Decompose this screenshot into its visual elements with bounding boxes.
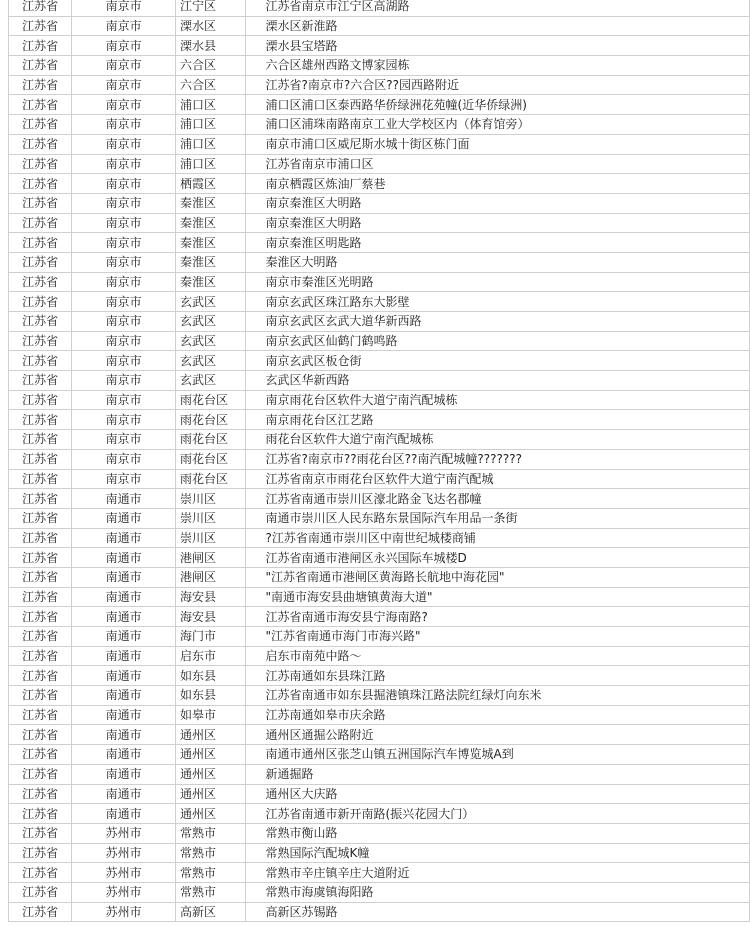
province-cell[interactable]: 江苏省 — [9, 489, 72, 509]
table-row — [9, 390, 750, 410]
table-row — [9, 902, 750, 922]
city-cell[interactable]: 南京市 — [72, 351, 176, 371]
district-cell[interactable]: 常熟市 — [176, 823, 245, 843]
city-cell[interactable]: 南通市 — [72, 508, 176, 528]
table-row — [9, 292, 750, 312]
district-cell[interactable]: 如皋市 — [176, 705, 245, 725]
district-cell[interactable]: 常熟市 — [176, 843, 245, 863]
address-cell[interactable]: 江苏省南京市浦口区 — [245, 154, 749, 174]
table-row — [9, 351, 750, 371]
table-row — [9, 449, 750, 469]
district-cell[interactable]: 常熟市 — [176, 863, 245, 883]
city-cell[interactable]: 南通市 — [72, 686, 176, 706]
address-cell[interactable]: 常熟国际汽配城K幢 — [245, 843, 749, 863]
province-cell[interactable]: 江苏省 — [9, 390, 72, 410]
city-cell[interactable]: 南京市 — [72, 213, 176, 233]
province-cell[interactable]: 江苏省 — [9, 312, 72, 332]
district-cell[interactable]: 海安县 — [176, 587, 245, 607]
province-cell[interactable]: 江苏省 — [9, 36, 72, 56]
city-cell[interactable]: 南京市 — [72, 174, 176, 194]
address-cell[interactable]: 常熟市衡山路 — [245, 823, 749, 843]
province-cell[interactable]: 江苏省 — [9, 548, 72, 568]
province-cell[interactable]: 江苏省 — [9, 705, 72, 725]
province-cell[interactable]: 江苏省 — [9, 843, 72, 863]
table-row — [9, 331, 750, 351]
province-cell[interactable]: 江苏省 — [9, 902, 72, 922]
district-cell[interactable]: 秦淮区 — [176, 252, 245, 272]
table-row — [9, 705, 750, 725]
address-cell[interactable]: 南京玄武区仙鹤门鹤鸣路 — [245, 331, 749, 351]
province-cell[interactable]: 江苏省 — [9, 863, 72, 883]
address-cell[interactable]: 江苏省南京市江宁区高湖路 — [245, 0, 749, 16]
table-row — [9, 666, 750, 686]
province-cell[interactable]: 江苏省 — [9, 410, 72, 430]
table-row — [9, 75, 750, 95]
address-table-body — [9, 0, 750, 922]
table-row — [9, 745, 750, 765]
province-cell[interactable]: 江苏省 — [9, 0, 72, 16]
address-cell[interactable]: 南京玄武区珠江路东大影壁 — [245, 292, 749, 312]
district-cell[interactable]: 雨花台区 — [176, 390, 245, 410]
address-cell[interactable]: 江苏省南京市雨花台区软件大道宁南汽配城 — [245, 469, 749, 489]
province-cell[interactable]: 江苏省 — [9, 607, 72, 627]
city-cell[interactable]: 南通市 — [72, 587, 176, 607]
province-cell[interactable]: 江苏省 — [9, 292, 72, 312]
province-cell[interactable]: 江苏省 — [9, 213, 72, 233]
address-cell[interactable]: 南京秦淮区明匙路 — [245, 233, 749, 253]
address-cell[interactable]: 溧水县宝塔路 — [245, 36, 749, 56]
city-cell[interactable]: 南京市 — [72, 56, 176, 76]
province-cell[interactable]: 江苏省 — [9, 252, 72, 272]
province-cell[interactable]: 江苏省 — [9, 115, 72, 135]
address-cell[interactable]: 江苏南通如皋市庆余路 — [245, 705, 749, 725]
table-row — [9, 410, 750, 430]
district-cell[interactable]: 通州区 — [176, 804, 245, 824]
province-cell[interactable]: 江苏省 — [9, 331, 72, 351]
city-cell[interactable]: 南通市 — [72, 646, 176, 666]
city-cell[interactable]: 南京市 — [72, 312, 176, 332]
address-cell[interactable]: 南京玄武区玄武大道华新西路 — [245, 312, 749, 332]
table-row — [9, 134, 750, 154]
district-cell[interactable]: 雨花台区 — [176, 410, 245, 430]
district-cell[interactable]: 如东县 — [176, 686, 245, 706]
table-row — [9, 193, 750, 213]
district-cell[interactable]: 通州区 — [176, 745, 245, 765]
address-cell[interactable]: ?江苏省南通市崇川区中南世纪城楼商铺 — [245, 528, 749, 548]
province-cell[interactable]: 江苏省 — [9, 56, 72, 76]
province-cell[interactable]: 江苏省 — [9, 745, 72, 765]
district-cell[interactable]: 秦淮区 — [176, 213, 245, 233]
city-cell[interactable]: 南京市 — [72, 390, 176, 410]
district-cell[interactable]: 港闸区 — [176, 567, 245, 587]
province-cell[interactable]: 江苏省 — [9, 686, 72, 706]
district-cell[interactable]: 雨花台区 — [176, 449, 245, 469]
district-cell[interactable]: 六合区 — [176, 75, 245, 95]
province-cell[interactable]: 江苏省 — [9, 666, 72, 686]
table-row — [9, 882, 750, 902]
address-cell[interactable]: 江苏省南通市如东县掘港镇珠江路法院红绿灯向东米 — [245, 686, 749, 706]
address-cell[interactable]: 江苏省南通市港闸区永兴国际车城楼D — [245, 548, 749, 568]
address-cell[interactable]: 江苏南通如东县珠江路 — [245, 666, 749, 686]
province-cell[interactable]: 江苏省 — [9, 627, 72, 647]
address-cell[interactable]: 江苏省南通市海安县宁海南路? — [245, 607, 749, 627]
table-row — [9, 627, 750, 647]
table-row — [9, 312, 750, 332]
city-cell[interactable]: 南京市 — [72, 134, 176, 154]
district-cell[interactable]: 江宁区 — [176, 0, 245, 16]
province-cell[interactable]: 江苏省 — [9, 75, 72, 95]
district-cell[interactable]: 雨花台区 — [176, 430, 245, 450]
district-cell[interactable]: 通州区 — [176, 725, 245, 745]
city-cell[interactable]: 南京市 — [72, 430, 176, 450]
address-cell[interactable]: 南京秦淮区大明路 — [245, 193, 749, 213]
address-cell[interactable]: 南通市通州区张芝山镇五洲国际汽车博览城A到 — [245, 745, 749, 765]
city-cell[interactable]: 南通市 — [72, 548, 176, 568]
address-cell[interactable]: 江苏省?南京市?六合区??园西路附近 — [245, 75, 749, 95]
province-cell[interactable]: 江苏省 — [9, 725, 72, 745]
address-cell[interactable]: 溧水区新淮路 — [245, 16, 749, 36]
table-row — [9, 804, 750, 824]
address-cell[interactable]: 江苏省南通市新开南路(振兴花园大门） — [245, 804, 749, 824]
city-cell[interactable]: 南通市 — [72, 489, 176, 509]
district-cell[interactable]: 玄武区 — [176, 371, 245, 391]
city-cell[interactable]: 南京市 — [72, 115, 176, 135]
city-cell[interactable]: 南京市 — [72, 292, 176, 312]
district-cell[interactable]: 溧水区 — [176, 16, 245, 36]
district-cell[interactable]: 浦口区 — [176, 134, 245, 154]
city-cell[interactable]: 南京市 — [72, 95, 176, 115]
district-cell[interactable]: 玄武区 — [176, 292, 245, 312]
district-cell[interactable]: 秦淮区 — [176, 233, 245, 253]
district-cell[interactable]: 浦口区 — [176, 115, 245, 135]
province-cell[interactable]: 江苏省 — [9, 154, 72, 174]
district-cell[interactable]: 秦淮区 — [176, 272, 245, 292]
city-cell[interactable]: 南通市 — [72, 607, 176, 627]
district-cell[interactable]: 浦口区 — [176, 154, 245, 174]
table-row — [9, 115, 750, 135]
city-cell[interactable]: 南京市 — [72, 75, 176, 95]
province-cell[interactable]: 江苏省 — [9, 823, 72, 843]
table-row — [9, 607, 750, 627]
table-row — [9, 508, 750, 528]
district-cell[interactable]: 常熟市 — [176, 882, 245, 902]
address-cell[interactable]: "南通市海安县曲塘镇黄海大道" — [245, 587, 749, 607]
table-row — [9, 154, 750, 174]
address-cell[interactable]: 通州区通掘公路附近 — [245, 725, 749, 745]
address-cell[interactable]: 六合区雄州西路文博家园栋 — [245, 56, 749, 76]
table-row — [9, 430, 750, 450]
address-cell[interactable]: 南京雨花台区软件大道宁南汽配城栋 — [245, 390, 749, 410]
district-cell[interactable]: 玄武区 — [176, 312, 245, 332]
city-cell[interactable]: 南京市 — [72, 36, 176, 56]
district-cell[interactable]: 玄武区 — [176, 331, 245, 351]
province-cell[interactable]: 江苏省 — [9, 272, 72, 292]
table-row — [9, 0, 750, 16]
city-cell[interactable]: 南通市 — [72, 784, 176, 804]
address-cell[interactable]: "江苏省南通市海门市海兴路" — [245, 627, 749, 647]
district-cell[interactable]: 海安县 — [176, 607, 245, 627]
district-cell[interactable]: 崇川区 — [176, 489, 245, 509]
table-row — [9, 587, 750, 607]
city-cell[interactable]: 南京市 — [72, 449, 176, 469]
city-cell[interactable]: 南通市 — [72, 666, 176, 686]
district-cell[interactable]: 如东县 — [176, 666, 245, 686]
city-cell[interactable]: 南通市 — [72, 528, 176, 548]
city-cell[interactable]: 苏州市 — [72, 902, 176, 922]
district-cell[interactable]: 启东市 — [176, 646, 245, 666]
city-cell[interactable]: 南京市 — [72, 193, 176, 213]
city-cell[interactable]: 南通市 — [72, 705, 176, 725]
address-cell[interactable]: 江苏省南通市崇川区濠北路金飞达名郡幢 — [245, 489, 749, 509]
table-row — [9, 567, 750, 587]
city-cell[interactable]: 南通市 — [72, 725, 176, 745]
table-row — [9, 233, 750, 253]
district-cell[interactable]: 雨花台区 — [176, 469, 245, 489]
district-cell[interactable]: 崇川区 — [176, 508, 245, 528]
address-cell[interactable]: 南通市崇川区人民东路东景国际汽车用品一条街 — [245, 508, 749, 528]
address-cell[interactable]: 启东市南苑中路～ — [245, 646, 749, 666]
address-cell[interactable]: 浦口区浦珠南路南京工业大学校区内（体育馆旁） — [245, 115, 749, 135]
table-row — [9, 252, 750, 272]
province-cell[interactable]: 江苏省 — [9, 95, 72, 115]
address-cell[interactable]: "江苏省南通市港闸区黄海路长航地中海花园" — [245, 567, 749, 587]
city-cell[interactable]: 南京市 — [72, 410, 176, 430]
province-cell[interactable]: 江苏省 — [9, 469, 72, 489]
district-cell[interactable]: 溧水县 — [176, 36, 245, 56]
district-cell[interactable]: 通州区 — [176, 764, 245, 784]
table-row — [9, 686, 750, 706]
province-cell[interactable]: 江苏省 — [9, 528, 72, 548]
address-cell[interactable]: 南京市浦口区威尼斯水城十街区栋门面 — [245, 134, 749, 154]
district-cell[interactable]: 浦口区 — [176, 95, 245, 115]
city-cell[interactable]: 南京市 — [72, 252, 176, 272]
table-row — [9, 764, 750, 784]
city-cell[interactable]: 南通市 — [72, 567, 176, 587]
table-row — [9, 272, 750, 292]
table-row — [9, 469, 750, 489]
table-row — [9, 843, 750, 863]
address-cell[interactable]: 新通掘路 — [245, 764, 749, 784]
province-cell[interactable]: 江苏省 — [9, 430, 72, 450]
table-row — [9, 56, 750, 76]
address-cell[interactable]: 玄武区华新西路 — [245, 371, 749, 391]
district-cell[interactable]: 通州区 — [176, 784, 245, 804]
city-cell[interactable]: 南京市 — [72, 371, 176, 391]
city-cell[interactable]: 南通市 — [72, 745, 176, 765]
city-cell[interactable]: 南通市 — [72, 804, 176, 824]
city-cell[interactable]: 南京市 — [72, 154, 176, 174]
district-cell[interactable]: 六合区 — [176, 56, 245, 76]
address-cell[interactable]: 常熟市辛庄镇辛庄大道附近 — [245, 863, 749, 883]
province-cell[interactable]: 江苏省 — [9, 351, 72, 371]
province-cell[interactable]: 江苏省 — [9, 646, 72, 666]
city-cell[interactable]: 南京市 — [72, 272, 176, 292]
city-cell[interactable]: 苏州市 — [72, 823, 176, 843]
district-cell[interactable]: 港闸区 — [176, 548, 245, 568]
province-cell[interactable]: 江苏省 — [9, 174, 72, 194]
table-row — [9, 548, 750, 568]
district-cell[interactable]: 海门市 — [176, 627, 245, 647]
province-cell[interactable]: 江苏省 — [9, 371, 72, 391]
province-cell[interactable]: 江苏省 — [9, 882, 72, 902]
province-cell[interactable]: 江苏省 — [9, 449, 72, 469]
table-row — [9, 725, 750, 745]
address-cell[interactable]: 南京秦淮区大明路 — [245, 213, 749, 233]
city-cell[interactable]: 南京市 — [72, 469, 176, 489]
city-cell[interactable]: 苏州市 — [72, 863, 176, 883]
address-cell[interactable]: 秦淮区大明路 — [245, 252, 749, 272]
address-cell[interactable]: 南京市秦淮区光明路 — [245, 272, 749, 292]
address-cell[interactable]: 常熟市海虞镇海阳路 — [245, 882, 749, 902]
table-row — [9, 213, 750, 233]
table-row — [9, 863, 750, 883]
address-cell[interactable]: 南京栖霞区炼油厂蔡巷 — [245, 174, 749, 194]
city-cell[interactable]: 南京市 — [72, 0, 176, 16]
province-cell[interactable]: 江苏省 — [9, 784, 72, 804]
city-cell[interactable]: 南京市 — [72, 16, 176, 36]
table-row — [9, 16, 750, 36]
table-row — [9, 528, 750, 548]
province-cell[interactable]: 江苏省 — [9, 587, 72, 607]
city-cell[interactable]: 南京市 — [72, 331, 176, 351]
province-cell[interactable]: 江苏省 — [9, 804, 72, 824]
province-cell[interactable]: 江苏省 — [9, 233, 72, 253]
table-row — [9, 36, 750, 56]
table-row — [9, 784, 750, 804]
address-cell[interactable]: 江苏省?南京市??雨花台区??南汽配城幢??????? — [245, 449, 749, 469]
district-cell[interactable]: 玄武区 — [176, 351, 245, 371]
city-cell[interactable]: 苏州市 — [72, 843, 176, 863]
address-cell[interactable]: 南京玄武区板仓街 — [245, 351, 749, 371]
province-cell[interactable]: 江苏省 — [9, 16, 72, 36]
province-cell[interactable]: 江苏省 — [9, 193, 72, 213]
address-cell[interactable]: 雨花台区软件大道宁南汽配城栋 — [245, 430, 749, 450]
table-row — [9, 646, 750, 666]
province-cell[interactable]: 江苏省 — [9, 764, 72, 784]
table-row — [9, 95, 750, 115]
city-cell[interactable]: 南通市 — [72, 764, 176, 784]
address-table — [8, 0, 750, 922]
table-row — [9, 174, 750, 194]
district-cell[interactable]: 秦淮区 — [176, 193, 245, 213]
table-row — [9, 371, 750, 391]
address-cell[interactable]: 浦口区浦口区泰西路华侨绿洲花苑幢(近华侨绿洲) — [245, 95, 749, 115]
district-cell[interactable]: 高新区 — [176, 902, 245, 922]
table-row — [9, 823, 750, 843]
address-cell[interactable]: 通州区大庆路 — [245, 784, 749, 804]
city-cell[interactable]: 南京市 — [72, 233, 176, 253]
province-cell[interactable]: 江苏省 — [9, 567, 72, 587]
address-cell[interactable]: 高新区苏锡路 — [245, 902, 749, 922]
address-cell[interactable]: 南京雨花台区江艺路 — [245, 410, 749, 430]
province-cell[interactable]: 江苏省 — [9, 508, 72, 528]
city-cell[interactable]: 南通市 — [72, 627, 176, 647]
district-cell[interactable]: 崇川区 — [176, 528, 245, 548]
district-cell[interactable]: 栖霞区 — [176, 174, 245, 194]
province-cell[interactable]: 江苏省 — [9, 134, 72, 154]
table-row — [9, 489, 750, 509]
city-cell[interactable]: 苏州市 — [72, 882, 176, 902]
